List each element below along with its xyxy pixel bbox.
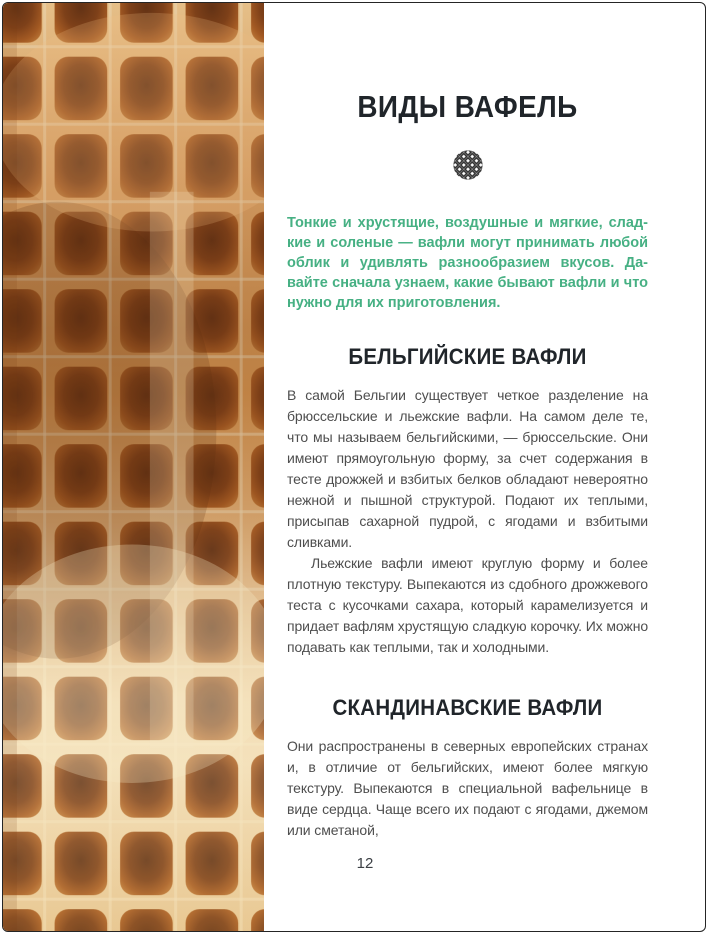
waffle-photo — [3, 3, 264, 931]
body-paragraph: В самой Бельгии существует четкое разделение на брюссельские и льежские вафли. На самом деле те, что мы называем бельгийскими, — брюссельские. Они имеют прямоугольную форму, за счет содержания в тесте дрожжей и взбитых белков обладают невероятно нежной и пышной структурой. Подают их теплыми, присыпав сахарной пудрой, с ягодами и взбитыми сливками. — [287, 387, 648, 550]
page-number: 12 — [356, 855, 374, 872]
waffle-ornament-icon — [287, 147, 648, 183]
page-title: ВИДЫ ВАФЕЛЬ — [357, 89, 578, 124]
intro-paragraph: Тонкие и хрустящие, воздушные и мягкие, сладкие и соленые — вафли могут принимать любой облик и удивлять разнообразием вкусов. Давайте сначала узнаем, какие бывают вафли и что нужно для их приготовления. — [287, 215, 648, 311]
body-paragraph: Они распространены в северных европейских странах и, в отличие от бельгийских, имеют более мягкую текстуру. Выпекаются в специальной вафельнице в виде сердца. Чаще всего их подают с ягодами, джемом или сметаной, — [287, 738, 648, 838]
section-heading-belgian: БЕЛЬГИЙСКИЕ ВАФЛИ — [348, 344, 587, 369]
page-content — [264, 3, 705, 931]
section-heading-scandinavian: СКАНДИНАВСКИЕ ВАФЛИ — [332, 695, 603, 720]
body-paragraph: Льежские вафли имеют круглую форму и более плотную текстуру. Выпекаются из сдобного дрожжевого теста с кусочками сахара, который карамелизуется и придает вафлям хрустящую сладкую корочку. Их можно подавать как теплыми, так и холодными. — [287, 555, 649, 655]
book-page — [2, 2, 706, 932]
